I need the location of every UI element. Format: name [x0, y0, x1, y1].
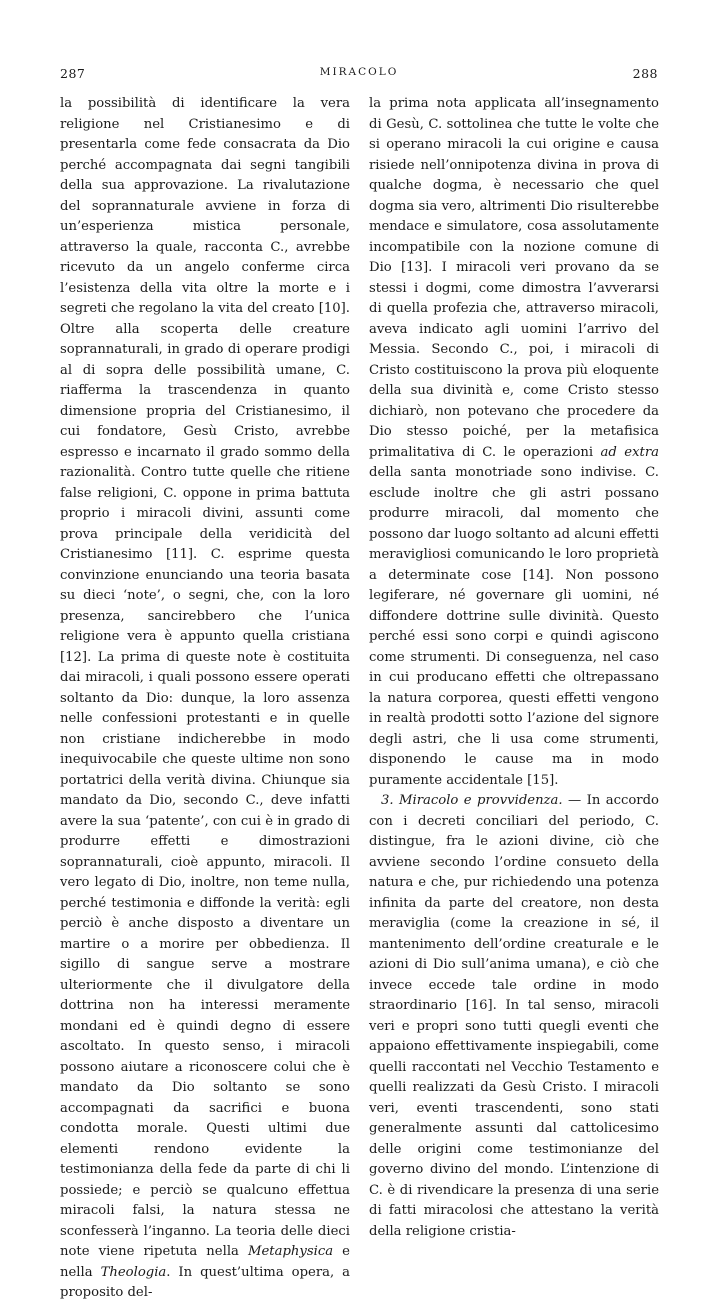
right-column	[369, 94, 659, 1242]
page-number-left: 287	[60, 66, 86, 81]
page-number-right: 288	[632, 66, 658, 81]
left-paragraph	[60, 94, 350, 1304]
italic-title-theologia: Theologia	[100, 1264, 167, 1280]
running-header	[60, 66, 658, 86]
right-paragraph-2	[369, 791, 659, 1242]
right-text-1a: la prima nota applicata all’insegnamento di Gesù, C. sottolinea che tutte le volte che si operano miracoli la cui origine e causa risiede nell’onnipotenza divina in prova di qualche dogma, è necessario che quel dogma sia vero, altrimenti Dio risulterebbe mendace e simulatore, cosa assolutamente incompatibile con la nozione comune di Dio [13]. I miracoli veri provano da se stessi i dogmi, come dimostra l’avverarsi di quella profezia che, attraverso miracoli, aveva indicato agli uomini l’arrivo del Messia. Secondo C., poi, i miracoli di Cristo costituiscono la prova più eloquente della sua divinità e, come Cristo stesso dichiarò, non potevano che procedere da Dio stesso poiché, per la metafisica primalitativa di C. le operazioni	[369, 96, 659, 460]
running-title: MIRACOLO	[319, 66, 399, 78]
left-text: la possibilità di identificare la vera religione nel Cristianesimo e di presentarla come fede consacrata da Dio perché accompagnata dai segni tangibili della sua approvazione. La rivalutazione del soprannaturale avviene in forza di un’esperienza mistica personale, attraverso la quale, racconta C., avrebbe ricevuto da un angelo conferme circa l’esistenza della vita oltre la morte e i segreti che regolano la vita del creato [10]. Oltre alla scoperta delle creature soprannaturali, in grado di operare prodigi al di sopra delle possibilità umane, C. riafferma la trascendenza in quanto dimensione propria del Cristianesimo, il cui fondatore, Gesù Cristo, avrebbe espresso e incarnato il grado sommo della razionalità. Contro tutte quelle che ritiene false religioni, C. oppone in prima battuta proprio i miracoli divini, assunti come prova principale della veridicità del Cristianesimo [11]. C. esprime questa convinzione enunciando una teoria basata su dieci ‘note’, o segni, che, con la loro presenza, sancirebbero che l’unica religione vera è appunto quella cristiana [12]. La prima di queste note è costituita dai miracoli, i quali possono essere operati soltanto da Dio: dunque, la loro assenza nelle confessioni protestanti e in quelle non cristiane indicherebbe in modo inequivocabile che queste ultime non sono portatrici della verità divina. Chiunque sia mandato da Dio, secondo C., deve infatti avere la sua ‘patente’, con cui è in grado di produrre effetti e dimostrazioni soprannaturali, cioè appunto, miracoli. Il vero legato di Dio, inoltre, non teme nulla, perché testimonia e diffonde la verità: egli perciò è anche disposto a diventare un martire o a morire per obbedienza. Il sigillo di sangue serve a mostrare ulteriormente che il divulgatore della dottrina non ha interessi meramente mondani ed è quindi degno di essere ascoltato. In questo senso, i miracoli possono aiutare a riconoscere colui che è mandato da Dio soltanto se sono accompagnati da sacrifici e buona condotta morale. Questi ultimi due elementi rendono evidente la testimonianza della fede da parte di chi li possiede; e perciò se qualcuno effettua miracoli falsi, la natura stessa ne sconfesserà l’inganno. La teoria delle dieci note viene ripetuta nella	[60, 96, 350, 1259]
section-heading: 3. Miracolo e provvidenza.	[381, 793, 563, 808]
right-text-1b: della santa monotriade sono indivise. C. esclude inoltre che gli astri possano produrre miracoli, dal momento che possono dar luogo soltanto ad alcuni effetti meravigliosi comunicando le loro proprietà a determinate cose [14]. Non possono legiferare, né governare gli uomini, né diffondere dottrine sulle divinità. Questo perché essi sono corpi e quindi agiscono come strumenti. Di conseguenza, nel caso in cui producano effetti che oltrepassano la natura corporea, questi effetti vengono in realtà prodotti sotto l’azione del signore degli astri, che li usa come strumenti, disponendo le cause ma in modo puramente accidentale [15].	[369, 465, 659, 788]
right-text-2: — In accordo con i decreti conciliari del periodo, C. distingue, fra le azioni divine, ciò che avviene secondo l’ordine consueto della natura e che, pur richiedendo una potenza infinita da parte del creatore, non desta meraviglia (come la creazione in sé, il mantenimento dell’ordine creaturale e le azioni di Dio sull’anima umana), e ciò che invece eccede tale ordine in modo straordinario [16]. In tal senso, miracoli veri e propri sono tutti quegli eventi che appaiono effettivamente inspiegabili, come quelli raccontati nel Vecchio Testamento e quelli realizzati da Gesù Cristo. I miracoli veri, eventi trascendenti, sono stati generalmente assunti dal cattolicesimo delle origini come testimonianze del governo divino del mondo. L’intenzione di C. è di rivendicare la presenza di una serie di fatti miracolosi che attestano la verità della religione cristia-	[369, 793, 659, 1239]
italic-title-metaphysica: Metaphysica	[248, 1244, 334, 1259]
italic-phrase-ad-extra: ad extra	[600, 444, 659, 460]
left-text-mid: e nella	[60, 1244, 350, 1280]
left-column	[60, 94, 350, 1304]
right-paragraph-1	[369, 94, 659, 791]
left-text-tail: . In quest’ultima opera, a proposito del-	[60, 1264, 350, 1300]
